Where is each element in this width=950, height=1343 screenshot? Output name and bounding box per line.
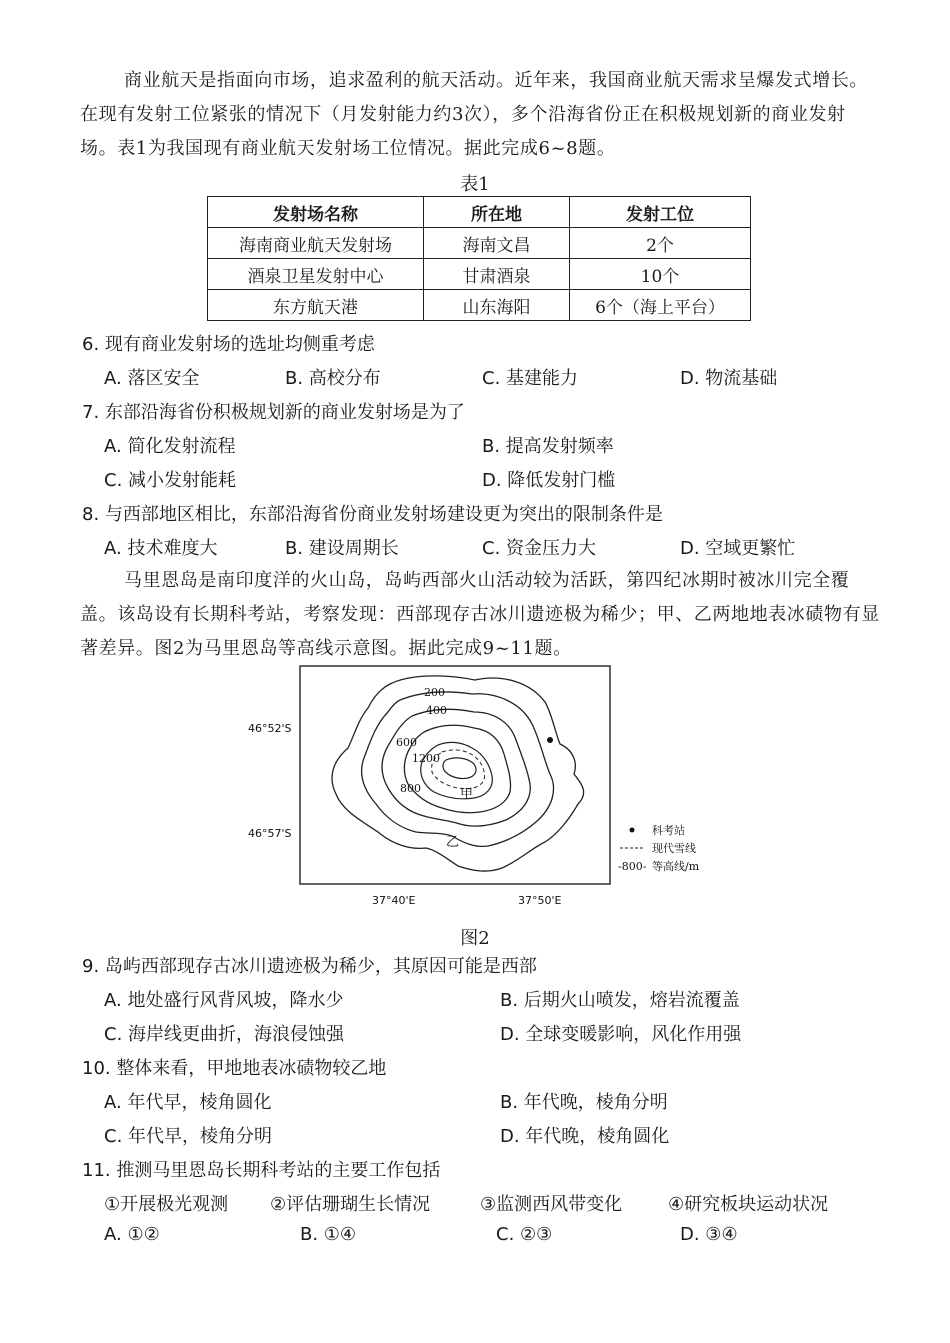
map-frame: [300, 666, 610, 884]
question-9-stem: 9. 岛屿西部现存古冰川遗迹极为稀少，其原因可能是西部: [82, 956, 537, 977]
lon-label-37-50: 37°50'E: [518, 894, 562, 907]
q10-option-c: C. 年代早，棱角分明: [104, 1126, 273, 1147]
contour-label-800: 800: [400, 782, 421, 795]
q8-option-b: B. 建设周期长: [285, 538, 399, 559]
q8-option-a: A. 技术难度大: [104, 538, 218, 559]
q9-option-d: D. 全球变暖影响，风化作用强: [500, 1024, 742, 1045]
q9-option-a: A. 地处盛行风背风坡，降水少: [104, 990, 344, 1011]
table-cell: 东方航天港: [208, 290, 424, 321]
q7-option-d: D. 降低发射门槛: [482, 470, 616, 491]
launch-site-table: [207, 196, 751, 321]
q11-option-b: B. ①④: [300, 1224, 357, 1245]
legend-snowline-label: 现代雪线: [652, 842, 696, 855]
legend-contour-label: 等高线/m: [652, 860, 700, 873]
q7-option-b: B. 提高发射频率: [482, 436, 614, 457]
table-cell: 10个: [570, 259, 751, 290]
q10-option-d: D. 年代晚，棱角圆化: [500, 1126, 670, 1147]
table-cell: 海南商业航天发射场: [208, 228, 424, 259]
table-cell: 6个（海上平台）: [570, 290, 751, 321]
q11-item-2: ②评估珊瑚生长情况: [270, 1194, 431, 1215]
table-cell: 山东海阳: [424, 290, 570, 321]
intro-paragraph-2: 马里恩岛是南印度洋的火山岛，岛屿西部火山活动较为活跃，第四纪冰期时被冰川完全覆盖。该岛设有长期科考站，考察发现：西部现存古冰川遗迹极为稀少；甲、乙两地地表冰碛物有显著差异。图2为马里恩岛等高线示意图。据此完成9~11题。: [80, 570, 880, 659]
q11-item-4: ④研究板块运动状况: [668, 1194, 829, 1215]
table-row: [208, 259, 751, 290]
contour-label-600: 600: [396, 736, 417, 749]
research-station-marker: [547, 737, 553, 743]
table-header: 所在地: [424, 197, 570, 228]
legend-contour-sample: -800-: [618, 860, 647, 873]
table-row: [208, 290, 751, 321]
table-cell: 甘肃酒泉: [424, 259, 570, 290]
question-6-stem: 6. 现有商业发射场的选址均侧重考虑: [82, 334, 375, 355]
contour-label-400: 400: [426, 704, 447, 717]
q11-option-c: C. ②③: [496, 1224, 553, 1245]
contour-line-1200: [443, 758, 476, 779]
q9-option-c: C. 海岸线更曲折，海浪侵蚀强: [104, 1024, 345, 1045]
q10-option-b: B. 年代晚，棱角分明: [500, 1092, 668, 1113]
lat-label-46-57: 46°57'S: [248, 827, 292, 840]
contour-label-1200: 1200: [412, 752, 440, 765]
q10-option-a: A. 年代早，棱角圆化: [104, 1092, 272, 1113]
question-8-stem: 8. 与西部地区相比，东部沿海省份商业发射场建设更为突出的限制条件是: [82, 504, 663, 525]
q11-item-3: ③监测西风带变化: [480, 1194, 623, 1215]
place-label-jia: 甲: [460, 787, 474, 802]
q11-option-d: D. ③④: [680, 1224, 738, 1245]
table-header-row: [208, 197, 751, 228]
lon-label-37-40: 37°40'E: [372, 894, 416, 907]
figure-2-contour-map: [240, 662, 720, 912]
q6-option-d: D. 物流基础: [680, 368, 778, 389]
q6-option-b: B. 高校分布: [285, 368, 381, 389]
figure-2-caption: 图2: [460, 928, 490, 949]
table-cell: 海南文昌: [424, 228, 570, 259]
legend-station-label: 科考站: [652, 824, 685, 837]
table-header: 发射工位: [570, 197, 751, 228]
q7-option-a: A. 简化发射流程: [104, 436, 236, 457]
q7-option-c: C. 减小发射能耗: [104, 470, 237, 491]
lat-label-46-52: 46°52'S: [248, 722, 292, 735]
table-title: 表1: [460, 174, 490, 195]
table-cell: 酒泉卫星发射中心: [208, 259, 424, 290]
place-label-yi: 乙: [446, 835, 460, 850]
q8-option-c: C. 资金压力大: [482, 538, 597, 559]
question-11-stem: 11. 推测马里恩岛长期科考站的主要工作包括: [82, 1160, 441, 1181]
contour-label-200: 200: [424, 686, 445, 699]
contour-map-svg: [240, 662, 720, 912]
table-header: 发射场名称: [208, 197, 424, 228]
question-7-stem: 7. 东部沿海省份积极规划新的商业发射场是为了: [82, 402, 465, 423]
table-row: [208, 228, 751, 259]
legend-station-icon: [630, 828, 635, 833]
q9-option-b: B. 后期火山喷发，熔岩流覆盖: [500, 990, 740, 1011]
intro-paragraph-1: 商业航天是指面向市场，追求盈利的航天活动。近年来，我国商业航天需求呈爆发式增长。在现有发射工位紧张的情况下（月发射能力约3次），多个沿海省份正在积极规划新的商业发射场。表1为我国现有商业航天发射场工位情况。据此完成6~8题。: [80, 70, 868, 159]
q6-option-a: A. 落区安全: [104, 368, 200, 389]
q8-option-d: D. 空域更繁忙: [680, 538, 796, 559]
q11-item-1: ①开展极光观测: [104, 1194, 229, 1215]
question-10-stem: 10. 整体来看，甲地地表冰碛物较乙地: [82, 1058, 387, 1079]
q6-option-c: C. 基建能力: [482, 368, 579, 389]
table-cell: 2个: [570, 228, 751, 259]
q11-option-a: A. ①②: [104, 1224, 160, 1245]
